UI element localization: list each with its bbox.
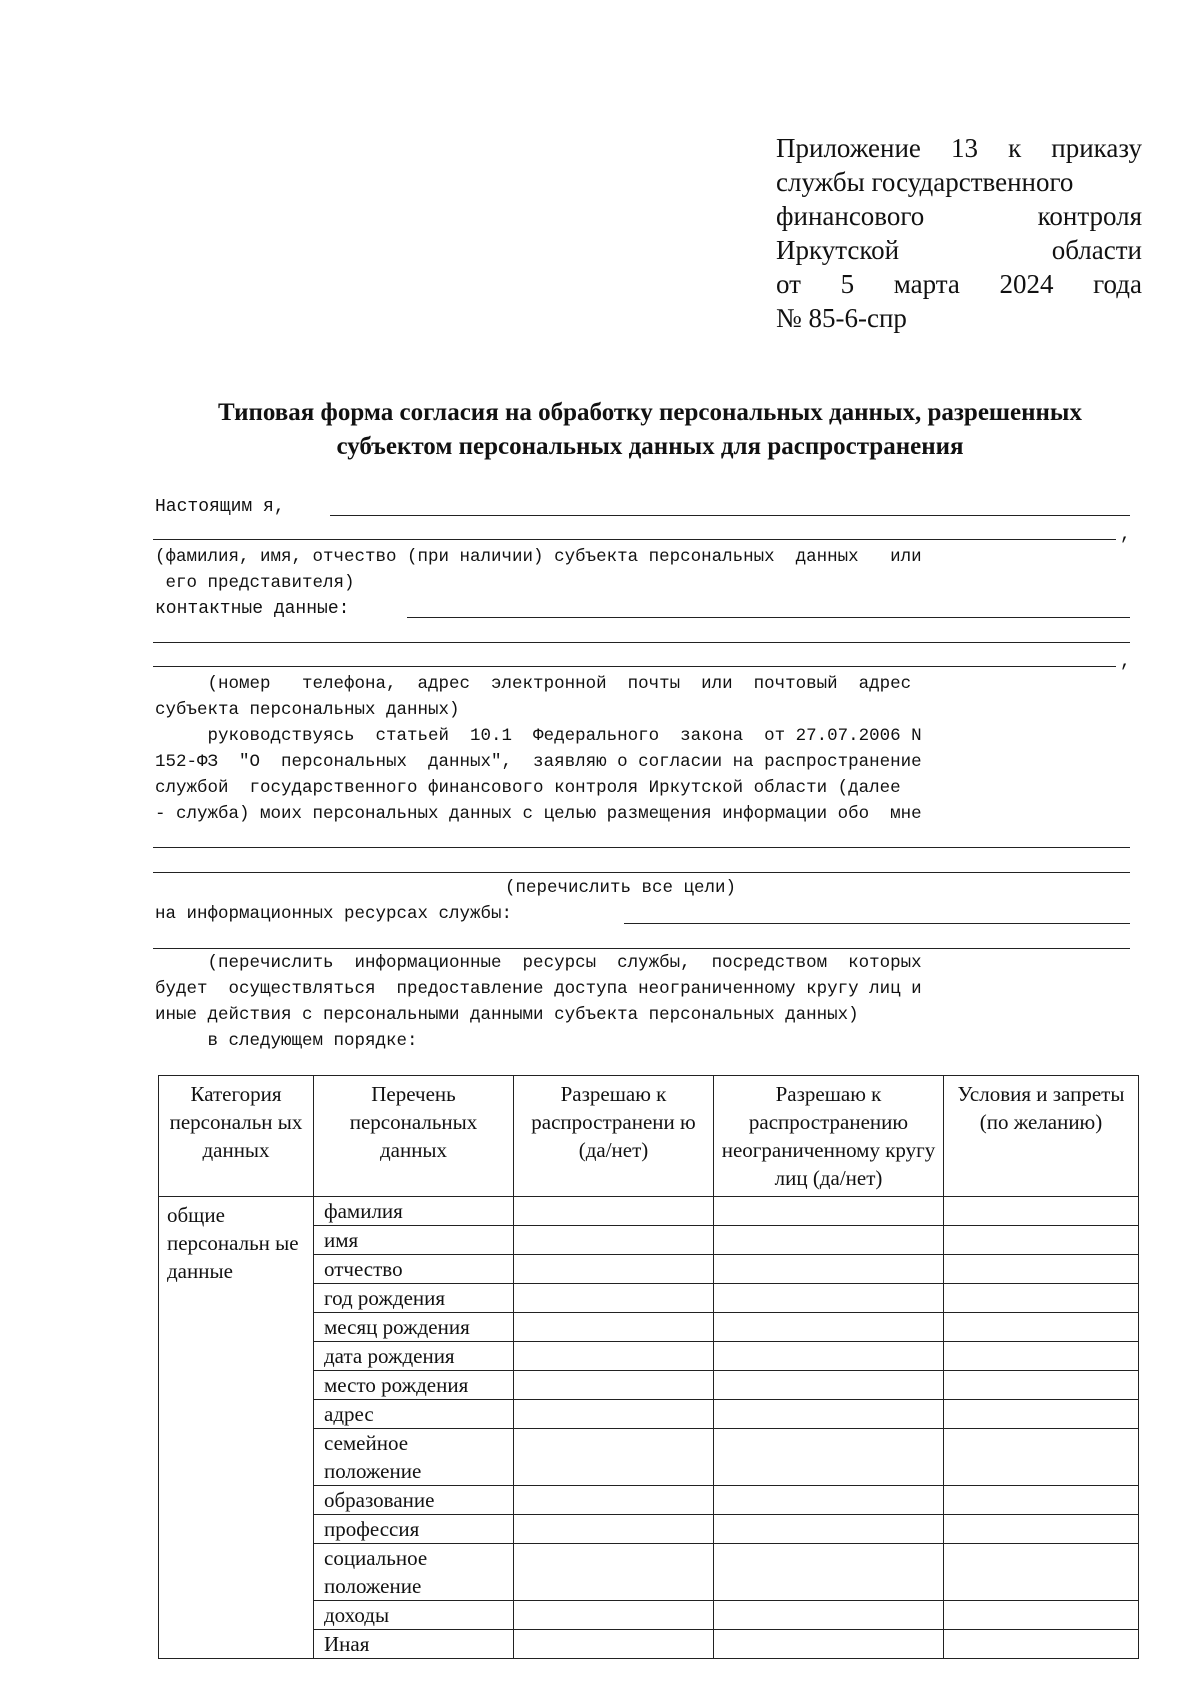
- table-row: [159, 1197, 1139, 1226]
- table-header-row: [159, 1076, 1139, 1197]
- allow-cell[interactable]: [514, 1429, 714, 1486]
- header-allow-unlimited: Разрешаю к распространению неограниченному кругу лиц (да/нет): [714, 1076, 944, 1197]
- item-cell: семейное положение: [314, 1429, 514, 1486]
- comma: ,: [1120, 525, 1131, 545]
- conditions-cell[interactable]: [944, 1226, 1139, 1255]
- conditions-cell[interactable]: [944, 1630, 1139, 1659]
- header-list: Перечень персональных данных: [314, 1076, 514, 1197]
- title-line-1: Типовая форма согласия на обработку персональных данных, разрешенных: [218, 399, 1082, 426]
- resources-field-line-2[interactable]: [153, 948, 1130, 949]
- contacts-label: контактные данные:: [155, 599, 350, 619]
- order-text: в следующем порядке:: [155, 1031, 418, 1051]
- resources-hint-line-3: иные действия с персональными данными субъекта персональных данных): [155, 1005, 859, 1025]
- contacts-hint-line-2: субъекта персональных данных): [155, 700, 460, 720]
- allow-cell[interactable]: [514, 1313, 714, 1342]
- contacts-field-line-2[interactable]: [153, 642, 1130, 643]
- conditions-cell[interactable]: [944, 1544, 1139, 1601]
- conditions-cell[interactable]: [944, 1601, 1139, 1630]
- allow-cell[interactable]: [514, 1342, 714, 1371]
- allow-unlimited-cell[interactable]: [714, 1400, 944, 1429]
- resources-hint-line-1: (перечислить информационные ресурсы службы, посредством которых: [155, 953, 922, 973]
- conditions-cell[interactable]: [944, 1255, 1139, 1284]
- allow-unlimited-cell[interactable]: [714, 1515, 944, 1544]
- appendix-line-1: Приложение 13 к приказу: [776, 133, 1142, 163]
- body-line-2: 152-ФЗ "О персональных данных", заявляю о согласии на распространение: [155, 752, 922, 772]
- conditions-cell[interactable]: [944, 1515, 1139, 1544]
- comma: ,: [1120, 652, 1131, 672]
- conditions-cell[interactable]: [944, 1486, 1139, 1515]
- allow-cell[interactable]: [514, 1544, 714, 1601]
- allow-cell[interactable]: [514, 1630, 714, 1659]
- item-cell: адрес: [314, 1400, 514, 1429]
- appendix-line-4: Иркутской области: [776, 235, 1142, 265]
- allow-cell[interactable]: [514, 1371, 714, 1400]
- conditions-cell[interactable]: [944, 1371, 1139, 1400]
- item-cell: Иная: [314, 1630, 514, 1659]
- appendix-line-6: № 85-6-спр: [776, 303, 907, 333]
- allow-cell[interactable]: [514, 1197, 714, 1226]
- body-line-4: - служба) моих персональных данных с целью размещения информации обо мне: [155, 804, 922, 824]
- header-category: Категория персональн ых данных: [159, 1076, 314, 1197]
- allow-unlimited-cell[interactable]: [714, 1255, 944, 1284]
- allow-unlimited-cell[interactable]: [714, 1429, 944, 1486]
- category-cell: общие персональн ые данные: [159, 1197, 314, 1659]
- title-line-2: субъектом персональных данных для распространения: [336, 433, 964, 460]
- item-cell: место рождения: [314, 1371, 514, 1400]
- conditions-cell[interactable]: [944, 1429, 1139, 1486]
- allow-cell[interactable]: [514, 1284, 714, 1313]
- allow-unlimited-cell[interactable]: [714, 1313, 944, 1342]
- item-cell: профессия: [314, 1515, 514, 1544]
- item-cell: имя: [314, 1226, 514, 1255]
- conditions-cell[interactable]: [944, 1284, 1139, 1313]
- allow-cell[interactable]: [514, 1226, 714, 1255]
- body-line-1: руководствуясь статьей 10.1 Федерального закона от 27.07.2006 N: [155, 726, 922, 746]
- contacts-hint-line-1: (номер телефона, адрес электронной почты или почтовый адрес: [155, 674, 912, 694]
- consent-table: [158, 1075, 1139, 1659]
- item-cell: социальное положение: [314, 1544, 514, 1601]
- allow-unlimited-cell[interactable]: [714, 1197, 944, 1226]
- allow-cell[interactable]: [514, 1255, 714, 1284]
- allow-unlimited-cell[interactable]: [714, 1486, 944, 1515]
- purposes-field-line-2[interactable]: [153, 872, 1130, 873]
- item-cell: отчество: [314, 1255, 514, 1284]
- allow-cell[interactable]: [514, 1601, 714, 1630]
- body-line-3: службой государственного финансового контроля Иркутской области (далее: [155, 778, 901, 798]
- appendix-line-5: от 5 марта 2024 года: [776, 269, 1142, 299]
- allow-cell[interactable]: [514, 1515, 714, 1544]
- resources-label: на информационных ресурсах службы:: [155, 904, 513, 924]
- resources-field-line-1[interactable]: [624, 923, 1130, 924]
- conditions-cell[interactable]: [944, 1313, 1139, 1342]
- allow-cell[interactable]: [514, 1400, 714, 1429]
- header-conditions: Условия и запреты (по желанию): [944, 1076, 1139, 1197]
- fio-field-line-2[interactable]: [153, 539, 1116, 540]
- purposes-hint: (перечислить все цели): [505, 878, 737, 898]
- appendix-line-3: финансового контроля: [776, 201, 1142, 231]
- conditions-cell[interactable]: [944, 1400, 1139, 1429]
- item-cell: год рождения: [314, 1284, 514, 1313]
- allow-unlimited-cell[interactable]: [714, 1371, 944, 1400]
- allow-unlimited-cell[interactable]: [714, 1601, 944, 1630]
- item-cell: дата рождения: [314, 1342, 514, 1371]
- allow-unlimited-cell[interactable]: [714, 1544, 944, 1601]
- conditions-cell[interactable]: [944, 1197, 1139, 1226]
- contacts-field-line-1[interactable]: [407, 617, 1130, 618]
- fio-hint-line-1: (фамилия, имя, отчество (при наличии) субъекта персональных данных или: [155, 547, 922, 567]
- purposes-field-line-1[interactable]: [153, 847, 1130, 848]
- item-cell: месяц рождения: [314, 1313, 514, 1342]
- conditions-cell[interactable]: [944, 1342, 1139, 1371]
- fio-hint-line-2: его представителя): [155, 573, 355, 593]
- item-cell: фамилия: [314, 1197, 514, 1226]
- fio-field-line-1[interactable]: [330, 515, 1130, 516]
- item-cell: доходы: [314, 1601, 514, 1630]
- intro-text: Настоящим я,: [155, 497, 285, 517]
- resources-hint-line-2: будет осуществляться предоставление доступа неограниченному кругу лиц и: [155, 979, 922, 999]
- appendix-line-2: службы государственного: [776, 167, 1074, 197]
- appendix-block: [776, 131, 1142, 335]
- contacts-field-line-3[interactable]: [153, 666, 1116, 667]
- header-allow: Разрешаю к распространени ю (да/нет): [514, 1076, 714, 1197]
- allow-unlimited-cell[interactable]: [714, 1630, 944, 1659]
- allow-cell[interactable]: [514, 1486, 714, 1515]
- allow-unlimited-cell[interactable]: [714, 1226, 944, 1255]
- allow-unlimited-cell[interactable]: [714, 1342, 944, 1371]
- item-cell: образование: [314, 1486, 514, 1515]
- allow-unlimited-cell[interactable]: [714, 1284, 944, 1313]
- document-title: [150, 396, 1150, 464]
